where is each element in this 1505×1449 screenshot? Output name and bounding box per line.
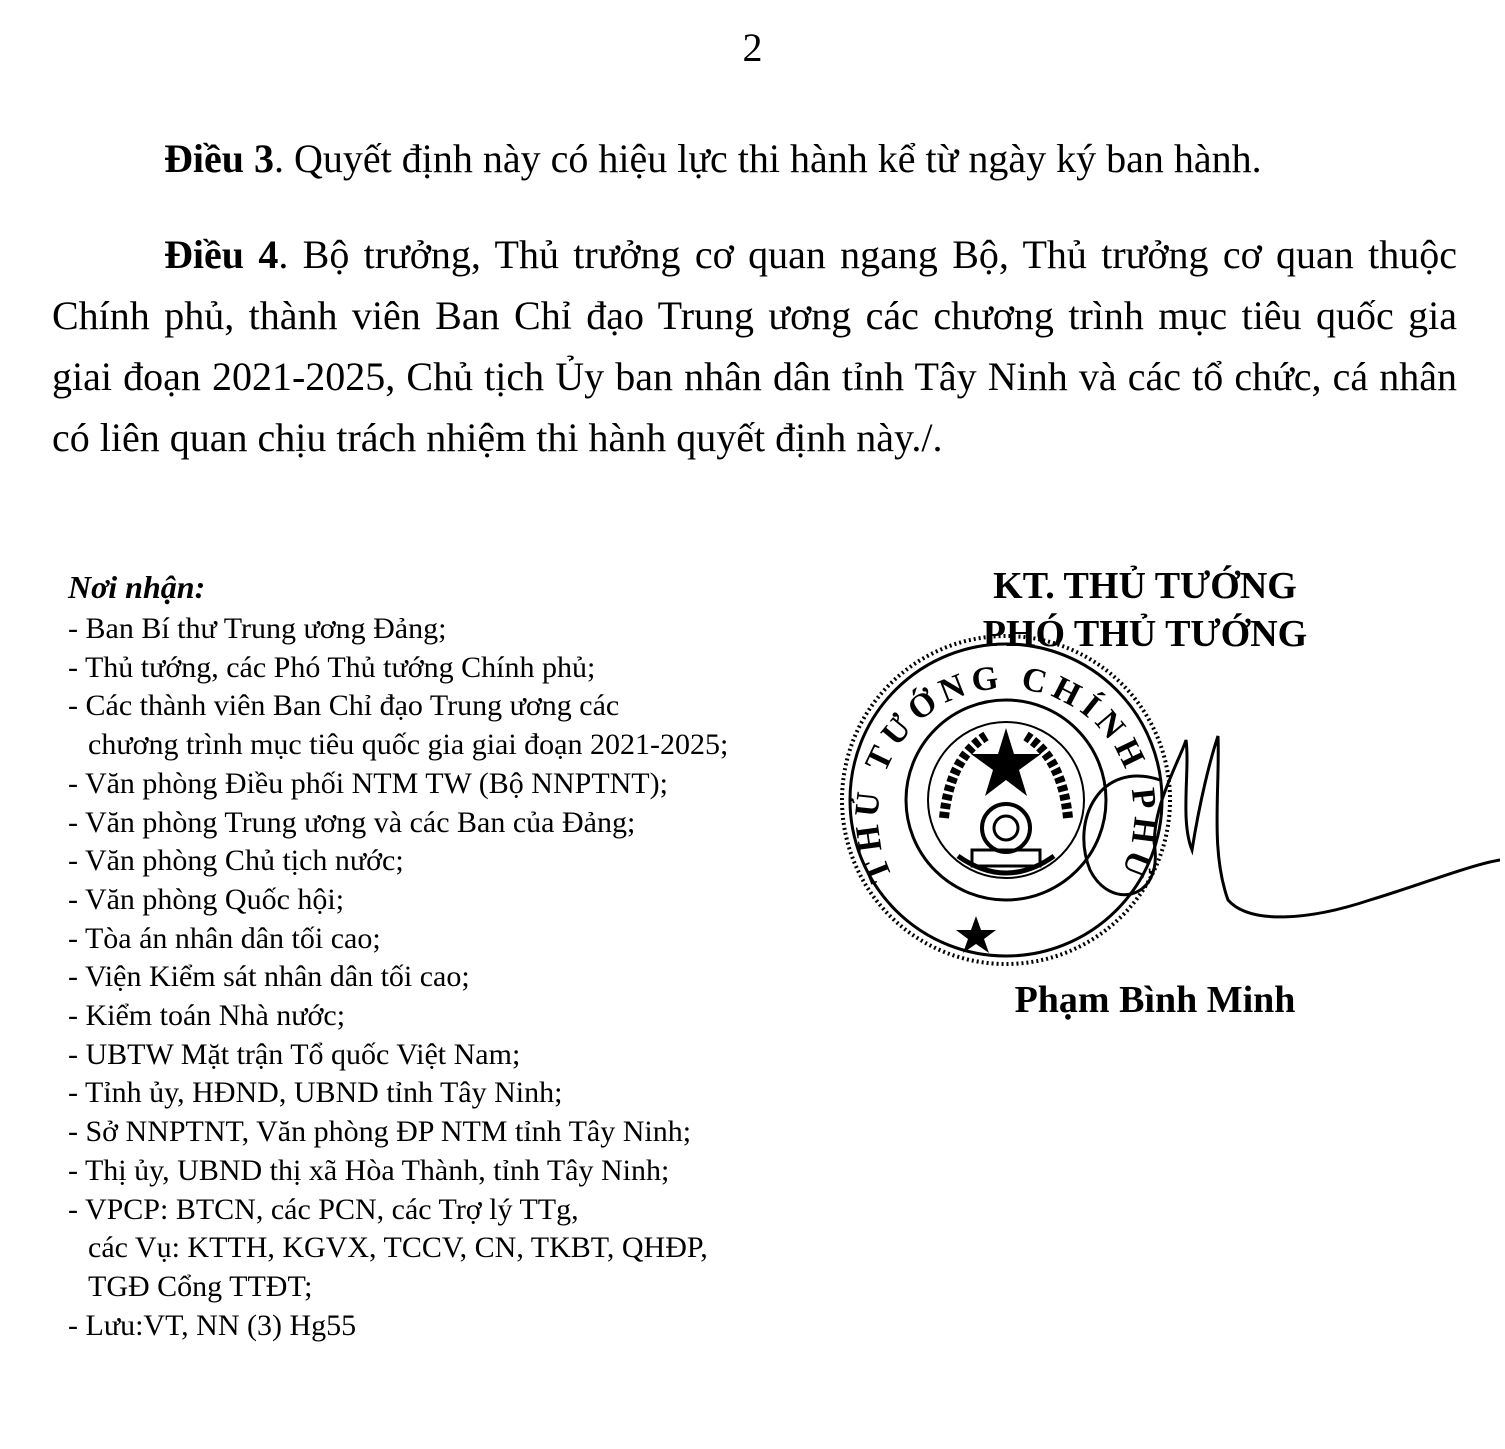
recipient-item: - Văn phòng Trung ương và các Ban của Đảng; <box>68 805 636 839</box>
article-4-text: . Bộ trưởng, Thủ trưởng cơ quan ngang Bộ, Thủ trưởng cơ quan thuộc Chính phủ, thành viên Ban Chỉ đạo Trung ương các chương trình mục tiêu quốc gia giai đoạn 2021-2025, Chủ tịch Ủy ban nhân dân tỉnh Tây Ninh và các tổ chức, cá nhân có liên quan chịu trách nhiệm thi hành quyết định này./. <box>52 232 1457 460</box>
recipient-item: - Ban Bí thư Trung ương Đảng; <box>68 612 447 645</box>
article-4-label: Điều 4 <box>164 232 279 277</box>
signature-block <box>930 562 1360 658</box>
recipient-item: - Sở NNPTNT, Văn phòng ĐP NTM tỉnh Tây Ninh; <box>68 1115 692 1149</box>
star-icon <box>956 916 996 953</box>
signature-title-line1: KT. THỦ TƯỚNG <box>993 565 1297 607</box>
official-seal <box>826 628 1186 978</box>
signature-title-line2: PHÓ THỦ TƯỚNG <box>982 613 1308 655</box>
recipients-block <box>68 566 848 1345</box>
article-3-text: . Quyết định này có hiệu lực thi hành kể từ ngày ký ban hành. <box>274 136 1262 181</box>
seal-text: THỦ TƯỚNG CHÍNH PHỦ <box>848 658 1164 888</box>
emblem-icon <box>928 722 1084 878</box>
page-number: 2 <box>742 25 763 70</box>
recipient-item: - Kiểm toán Nhà nước; <box>68 999 346 1033</box>
recipient-item: - Tòa án nhân dân tối cao; <box>68 921 381 955</box>
article-3-label: Điều 3 <box>164 136 274 181</box>
recipients-title: Nơi nhận: <box>68 569 206 605</box>
recipients-list <box>68 610 848 1345</box>
recipient-item: - VPCP: BTCN, các PCN, các Trợ lý TTg, các Vụ: KTTH, KGVX, TCCV, CN, TKBT, QHĐP, TGĐ Cổng TTĐT; <box>68 1192 708 1303</box>
recipient-item: - Văn phòng Chủ tịch nước; <box>68 844 404 878</box>
recipient-item: - Các thành viên Ban Chỉ đạo Trung ương các chương trình mục tiêu quốc gia giai đoạn 2021-2025; <box>68 689 729 762</box>
handwritten-signature <box>1060 700 1500 930</box>
recipient-item: - Thủ tướng, các Phó Thủ tướng Chính phủ; <box>68 650 596 684</box>
article-3-paragraph <box>52 128 1457 189</box>
recipient-item: - UBTW Mặt trận Tổ quốc Việt Nam; <box>68 1037 521 1071</box>
recipient-item: - Văn phòng Quốc hội; <box>68 882 345 916</box>
recipient-item: - Viện Kiểm sát nhân dân tối cao; <box>68 960 470 994</box>
recipient-item: - Thị ủy, UBND thị xã Hòa Thành, tỉnh Tây Ninh; <box>68 1153 670 1187</box>
recipient-item: - Tỉnh ủy, HĐND, UBND tỉnh Tây Ninh; <box>68 1076 563 1110</box>
recipient-item: - Văn phòng Điều phối NTM TW (Bộ NNPTNT); <box>68 766 668 800</box>
recipient-item: - Lưu:VT, NN (3) Hg55 <box>68 1308 357 1342</box>
article-4-paragraph <box>52 224 1457 468</box>
signer-name: Phạm Bình Minh <box>1014 979 1296 1021</box>
